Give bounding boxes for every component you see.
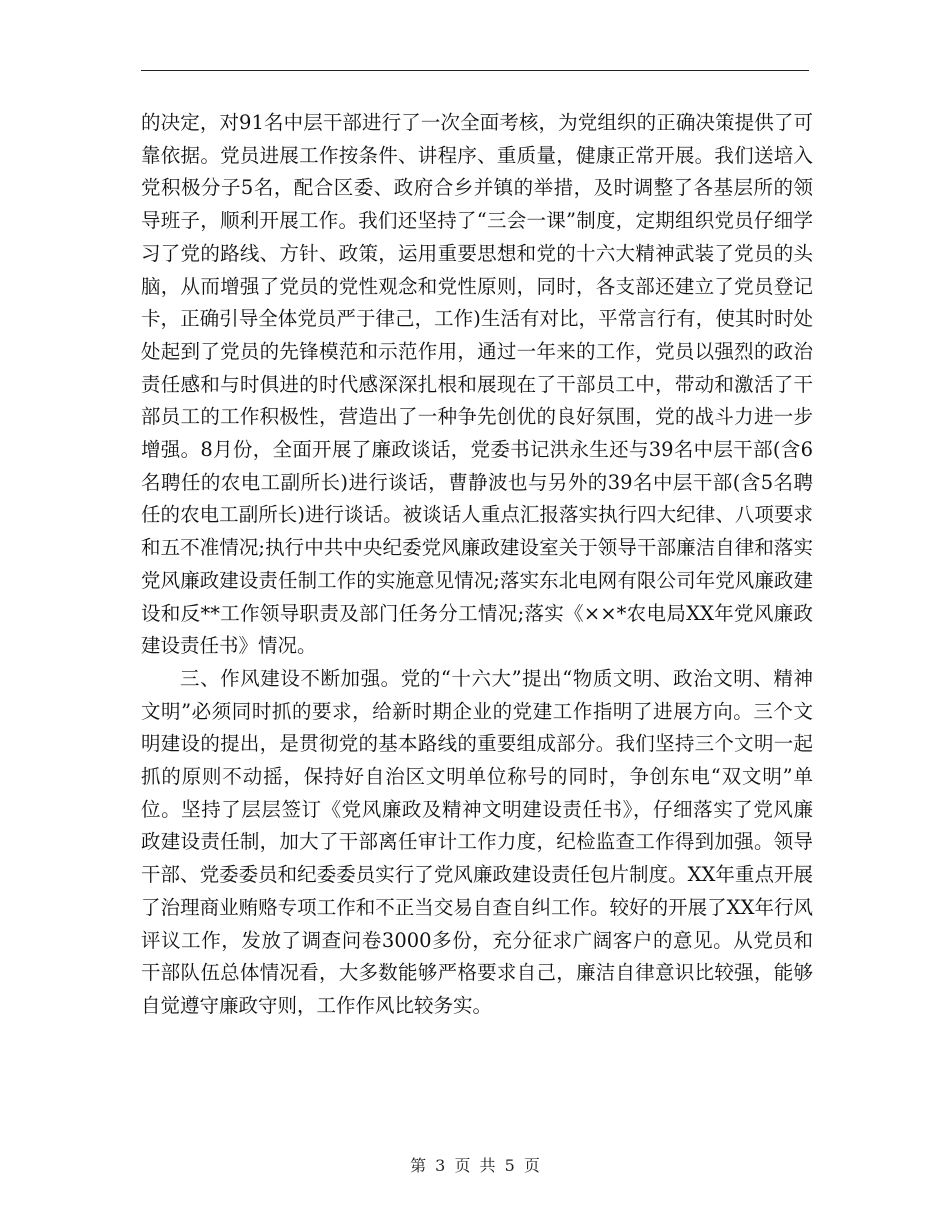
document-body [141,107,813,1023]
paragraph-section-three: 三、作风建设不断加强。党的“十六大”提出“物质文明、政治文明、精神文明”必须同时抓的要求，给新时期企业的党建工作指明了进展方向。三个文明建设的提出，是贯彻党的基本路线的重要组成部分。我们坚持三个文明一起抓的原则不动摇，保持好自治区文明单位称号的同时，争创东电“双文明”单位。坚持了层层签订《党风廉政及精神文明建设责任书》，仔细落实了党风廉政建设责任制，加大了干部离任审计工作力度，纪检监查工作得到加强。领导干部、党委委员和纪委委员实行了党风廉政建设责任包片制度。XX年重点开展了治理商业贿赂专项工作和不正当交易自查自纠工作。较好的开展了XX年行风评议工作，发放了调查问卷3000多份，充分征求广阔客户的意见。从党员和干部队伍总体情况看，大多数能够严格要求自己，廉洁自律意识比较强，能够自觉遵守廉政守则，工作作风比较务实。 [141,666,813,1017]
header-rule [141,70,809,71]
page-number: 第 3 页 共 5 页 [410,1156,540,1175]
paragraph-continued: 的决定，对91名中层干部进行了一次全面考核，为党组织的正确决策提供了可靠依据。党员进展工作按条件、讲程序、重质量，健康正常开展。我们送培入党积极分子5名，配合区委、政府合乡并镇的举措，及时调整了各基层所的领导班子，顺利开展工作。我们还坚持了“三会一课”制度，定期组织党员仔细学习了党的路线、方针、政策，运用重要思想和党的十六大精神武装了党员的头脑，从而增强了党员的党性观念和党性原则，同时，各支部还建立了党员登记卡，正确引导全体党员严于律己，工作)生活有对比，平常言行有，使其时时处处起到了党员的先锋模范和示范作用，通过一年来的工作，党员以强烈的政治责任感和与时俱进的时代感深深扎根和展现在了干部员工中，带动和激活了干部员工的工作积极性，营造出了一种争先创优的良好氛围，党的战斗力进一步增强。8月份，全面开展了廉政谈话，党委书记洪永生还与39名中层干部(含6名聘任的农电工副所长)进行谈话，曹静波也与另外的39名中层干部(含5名聘任的农电工副所长)进行谈话。被谈话人重点汇报落实执行四大纪律、八项要求和五不准情况;执行中共中央纪委党风廉政建设室关于领导干部廉洁自律和落实党风廉政建设责任制工作的实施意见情况;落实东北电网有限公司年党风廉政建设和反**工作领导职责及部门任务分工情况;落实《××*农电局XX年党风廉政建设责任书》情况。 [141,111,813,658]
